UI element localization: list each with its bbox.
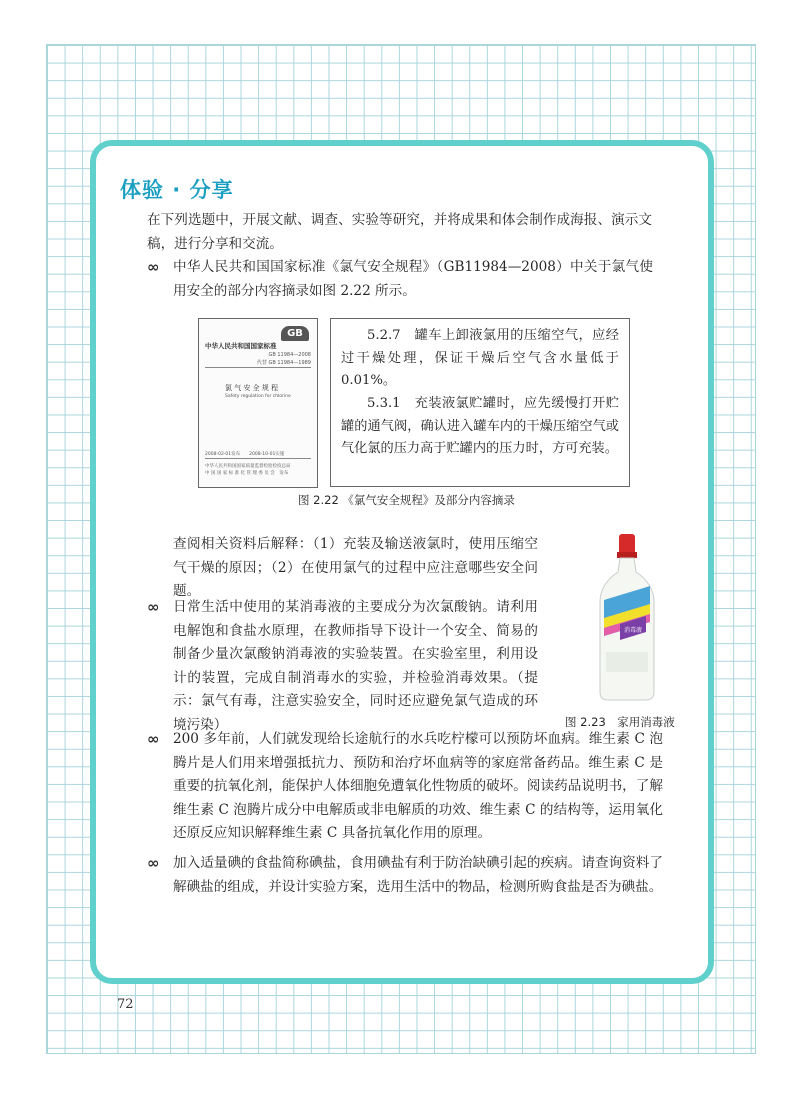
cover-country-line: 中华人民共和国国家标准 [205,342,277,350]
page-number: 72 [117,997,134,1012]
item-vitamin-c: 200 多年前，人们就发现给长途航行的水兵吃柠檬可以预防坏血病。维生素 C 泡腾片是人们用来增强抵抗力、预防和治疗坏血病等的家庭常备药品。维生素 C 是重要的抗氧化剂，能保护人体细胞免遭氧化性物质的破坏。阅读药品说明书，了解维生素 C 泡腾片成分中电解质或非电解质的功效、维生素 C 的结构等，运用氧化还原反应知识解释维生素 C 具备抗氧化作用的原理。 [173,731,663,841]
figure-2-23-caption: 图 2.23 家用消毒液 [565,715,675,729]
item-iodized-salt: 加入适量碘的食盐简称碘盐，食用碘盐有利于防治缺碘引起的疾病。请查询资料了解碘盐的组成，并设计实验方案，选用生活中的物品，检测所购食盐是否为碘盐。 [173,855,663,895]
standard-cover-image [198,318,318,488]
bullet-icon: ∞ [147,854,160,872]
excerpt-5-3-1: 5.3.1 充装液氯贮罐时，应先缓慢打开贮罐的通气阀，确认进入罐车内的干燥压缩空气或气化氯的压力高于贮罐内的压力时，方可充装。 [341,396,619,456]
cover-issuer-1: 中华人民共和国国家质量监督检验检疫总局 [205,464,291,469]
figure-2-22-caption: 图 2.22 《氯气安全规程》及部分内容摘录 [298,493,515,507]
section-title: 体验 · 分享 [120,178,234,202]
cover-code-line: GB 11984—2008 [268,352,311,358]
item-chlorine-standard: 中华人民共和国国家标准《氯气安全规程》（GB11984—2008）中关于氯气使用安全的部分内容摘录如图 2.22 所示。 [173,259,653,299]
cover-divider-bottom [205,458,311,459]
bullet-icon: ∞ [147,730,160,748]
bullet-icon: ∞ [147,598,160,616]
cover-subtitle: Safety regulation for chlorine [225,394,291,399]
disinfectant-bottle-image [592,532,662,704]
bullet-icon: ∞ [147,258,160,276]
excerpt-5-2-7: 5.2.7 罐车上卸液氯用的压缩空气，应经过干燥处理，保证干燥后空气含水量低于 0.01%。 [341,328,619,388]
cover-dates: 2008-02-01发布 2008-10-01实施 [205,452,285,457]
bottle-label-text: 消毒液 [623,627,643,634]
gb-logo: GB [281,326,309,341]
cover-divider [205,367,311,368]
intro-paragraph: 在下列选题中，开展文献、调查、实验等研究，并将成果和体会制作成海报、演示文稿，进行分享和交流。 [147,212,652,252]
question-paragraph: 查阅相关资料后解释：（1）充装及输送液氯时，使用压缩空气干燥的原因；（2）在使用氯气的过程中应注意哪些安全问题。 [173,536,538,599]
cover-title: 氯 气 安 全 规 程 [225,384,279,392]
cover-replace-line: 代替 GB 11984—1989 [256,360,311,366]
cover-issuer-2: 中 国 国 家 标 准 化 管 理 委 员 会 发布 [205,471,289,476]
excerpt-box [330,318,630,487]
item-disinfectant: 日常生活中使用的某消毒液的主要成分为次氯酸钠。请利用电解饱和食盐水原理，在教师指导下设计一个安全、简易的制备少量次氯酸钠消毒液的实验装置。在实验室里，利用设计的装置，完成自制消毒水的实验，并检验消毒效果。（提示：氯气有毒，注意实验安全，同时还应避免氯气造成的环境污染） [173,599,538,733]
